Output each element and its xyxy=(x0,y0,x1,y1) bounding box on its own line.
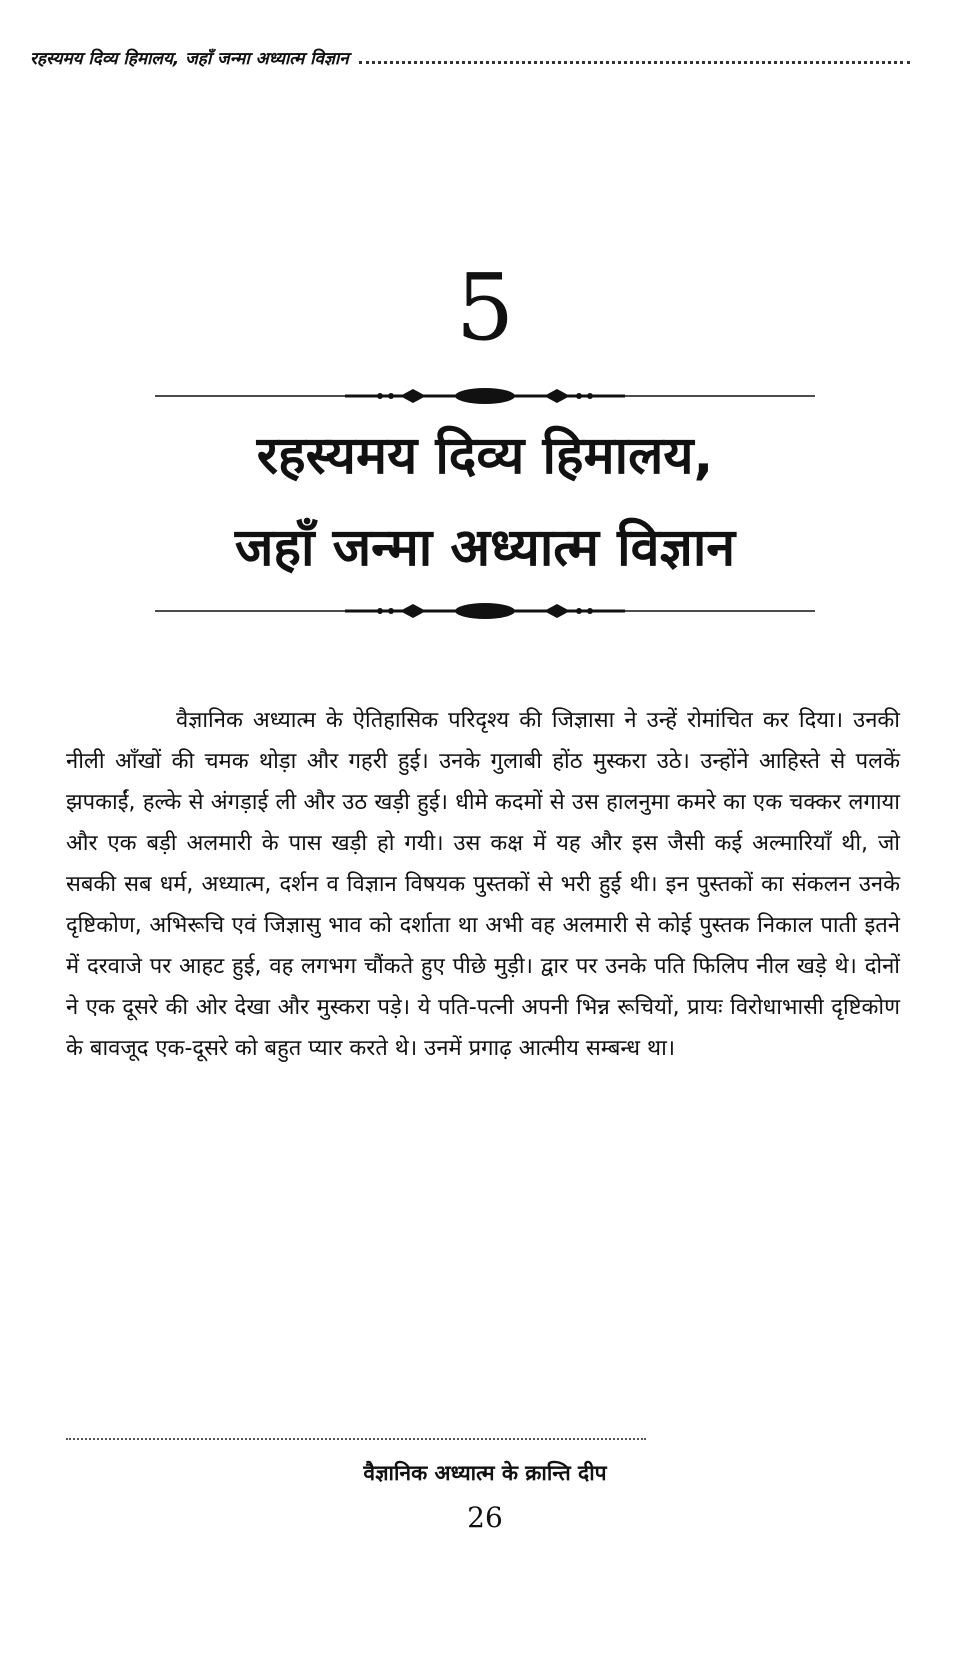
body-paragraph: वैज्ञानिक अध्यात्म के ऐतिहासिक परिदृश्य की जिज्ञासा ने उन्हें रोमांचित कर दिया। उनकी नीली आँखों की चमक थोड़ा और गहरी हुई। उनके गुलाबी होंठ मुस्करा उठे। उन्होंने आहिस्ते से पलकें झपकाईं, हल्के से अंगड़ाई ली और उठ खड़ी हुई। धीमे कदमों से उस हालनुमा कमरे का एक चक्कर लगाया और एक बड़ी अलमारी के पास खड़ी हो गयी। उस कक्ष में यह और इस जैसी कई अल्मारियाँ थी, जो सबकी सब धर्म, अध्यात्म, दर्शन व विज्ञान विषयक पुस्तकों से भरी हुई थी। इन पुस्तकों का संकलन उनके दृष्टिकोण, अभिरूचि एवं जिज्ञासु भाव को दर्शाता था अभी वह अलमारी से कोई पुस्तक निकाल पाती इतने में दरवाजे पर आहट हुई, वह लगभग चौंकते हुए पीछे मुड़ी। द्वार पर उनके पति फिलिप नील खड़े थे। दोनों ने एक दूसरे की ओर देखा और मुस्करा पड़े। ये पति-पत्नी अपनी भिन्न रूचियों, प्रायः विरोधाभासी दृष्टिकोण के बावजूद एक-दूसरे को बहुत प्यार करते थे। उनमें प्रगाढ़ आत्मीय सम्बन्ध था। xyxy=(66,708,900,1061)
chapter-title-line-1: रहस्यमय दिव्य हिमालय, xyxy=(256,426,714,486)
footer-book-title: वैज्ञानिक अध्यात्म के क्रान्ति दीप xyxy=(363,1461,607,1485)
running-header-dot-leader xyxy=(359,61,910,64)
chapter-title xyxy=(0,410,970,594)
chapter-ornament-top xyxy=(155,384,815,408)
running-header-title: रहस्यमय दिव्य हिमालय, जहाँ जन्मा अध्यात्म विज्ञान xyxy=(30,48,349,69)
chapter-number: 5 xyxy=(455,254,515,361)
footer-dotted-rule xyxy=(66,1438,646,1440)
running-header xyxy=(30,40,910,74)
page-number: 26 xyxy=(467,1501,503,1534)
chapter-ornament-bottom xyxy=(155,599,815,623)
chapter-title-line-2: जहाँ जन्मा अध्यात्म विज्ञान xyxy=(234,518,736,578)
